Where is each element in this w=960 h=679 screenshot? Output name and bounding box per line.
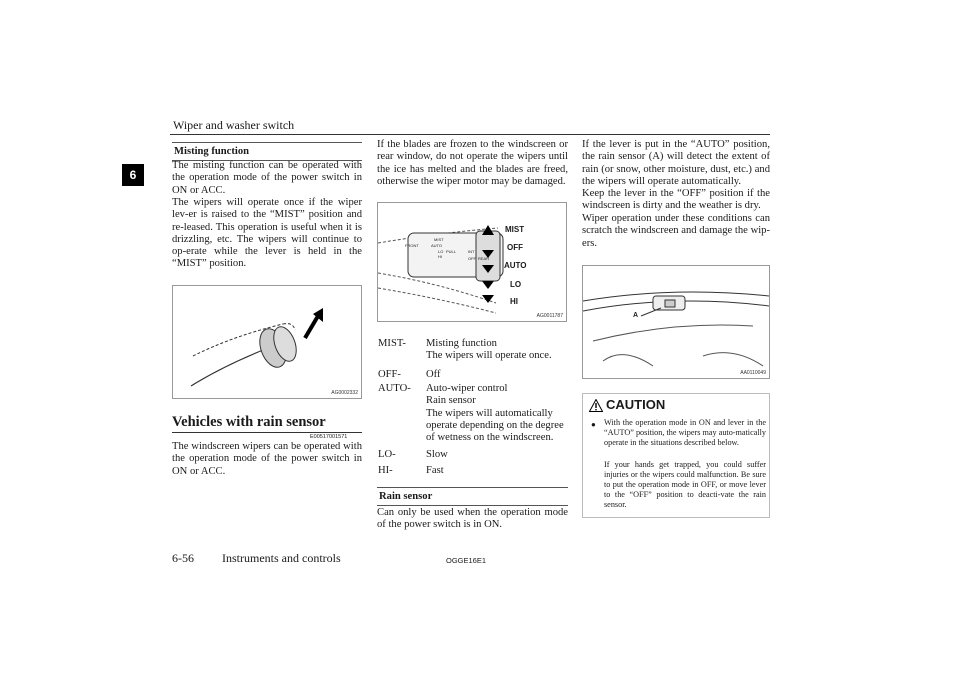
misting-function-heading: Misting function — [172, 142, 362, 161]
small-label-lo: LO — [438, 249, 444, 254]
legend-auto — [378, 383, 573, 445]
frozen-blades-paragraph: If the blades are frozen to the windscreen or rear window, do not operate the wipers until the ice has melted and the blades are freed, otherwise the wiper motor may be damaged. — [377, 139, 568, 187]
legend-value: Fast — [426, 465, 444, 476]
small-label-rear: REAR — [478, 256, 490, 261]
small-label-pull: PULL — [446, 249, 457, 254]
document-code: OGGE16E1 — [446, 556, 487, 565]
small-label-front: FRONT — [405, 243, 419, 248]
wiper-lever-illustration — [173, 286, 361, 398]
lever-positions-figure — [377, 202, 567, 322]
caution-paragraph-2: If your hands get trapped, you could suffer injuries or the wipers could malfunction. Be sure to put the operation mode in OFF, or move lever to the “OFF” position to deacti-vate the rain sensor. — [604, 460, 766, 510]
position-label-off: OFF — [507, 243, 523, 252]
page-number: 6-56 — [172, 551, 194, 565]
rain-sensor-figure — [582, 265, 770, 379]
legend-value: Slow — [426, 449, 448, 460]
section-code: E00517001571 — [310, 434, 348, 440]
legend-value: Misting function The wipers will operate once. — [426, 338, 552, 362]
rain-sensor-illustration — [583, 266, 769, 378]
legend-mist — [378, 338, 573, 362]
legend-value: Auto-wiper control Rain sensor The wipers will automatically operate depending on the degree of wetness on the windscreen. — [426, 383, 564, 444]
figure-code: AG0002332 — [331, 390, 358, 396]
misting-paragraph-2: The wipers will operate once if the wiper lev-er is raised to the “MIST” position and re-leased. This operation is useful when it is drizzling, etc. The wipers will continue to op-erate while the lever is held in the “MIST” position. — [172, 197, 362, 270]
section-rule — [172, 432, 362, 433]
position-label-auto: AUTO — [504, 261, 527, 270]
chapter-tab: 6 — [122, 164, 144, 186]
auto-paragraph-1: If the lever is put in the “AUTO” position, the rain sensor (A) will detect the extent of rain (or snow, other moisture, dust, etc.) and the wipers will operate automatically. — [582, 139, 770, 187]
legend-key: HI- — [378, 465, 393, 476]
legend-key: OFF- — [378, 369, 401, 380]
legend-key: MIST- — [378, 338, 406, 349]
rain-sensor-paragraph: The windscreen wipers can be operated with the operation mode of the power switch in ON or ACC. — [172, 441, 362, 477]
header-rule — [170, 134, 770, 135]
legend-key: AUTO- — [378, 383, 411, 394]
misting-paragraph-1: The misting function can be operated with the operation mode of the power switch in ON or ACC. — [172, 160, 362, 196]
rain-sensor-heading: Rain sensor — [377, 487, 568, 506]
warning-triangle-icon — [589, 399, 603, 412]
small-label-int: INT — [468, 249, 475, 254]
caution-paragraph-1: With the operation mode in ON and lever in the “AUTO” position, the wipers may auto-matically operate in the situations described below. — [604, 418, 766, 448]
small-label-hi: HI — [438, 254, 442, 259]
small-label-off: OFF — [468, 256, 476, 261]
running-header: Wiper and washer switch — [173, 118, 295, 132]
auto-paragraph-2: Keep the lever in the “OFF” position if the windscreen is dirty and the weather is dry. — [582, 188, 770, 212]
bullet-icon: ● — [591, 420, 596, 429]
position-label-mist: MIST — [505, 225, 525, 234]
position-label-lo: LO — [510, 280, 522, 289]
lever-positions-illustration — [378, 203, 566, 321]
caution-title: CAUTION — [606, 397, 666, 412]
wiper-lever-figure — [172, 285, 362, 399]
legend-lo — [378, 449, 573, 461]
caution-box — [582, 393, 770, 518]
vehicles-with-rain-sensor-title: Vehicles with rain sensor — [172, 414, 326, 430]
small-label-mist: MIST — [434, 237, 444, 242]
figure-code: AG0011787 — [536, 313, 563, 319]
legend-hi — [378, 465, 573, 477]
legend-off — [378, 369, 573, 381]
footer-section: Instruments and controls — [222, 551, 341, 565]
position-label-hi: HI — [510, 297, 518, 306]
figure-code: AA0110049 — [740, 370, 766, 376]
small-label-auto: AUTO — [431, 243, 443, 248]
rain-sensor-label-a: A — [633, 312, 639, 319]
legend-value: Off — [426, 369, 441, 380]
rain-sensor-operation-paragraph: Can only be used when the operation mode of the power switch is in ON. — [377, 507, 568, 531]
auto-paragraph-3: Wiper operation under these conditions can scratch the windscreen and damage the wip-ers. — [582, 213, 770, 249]
legend-key: LO- — [378, 449, 396, 460]
